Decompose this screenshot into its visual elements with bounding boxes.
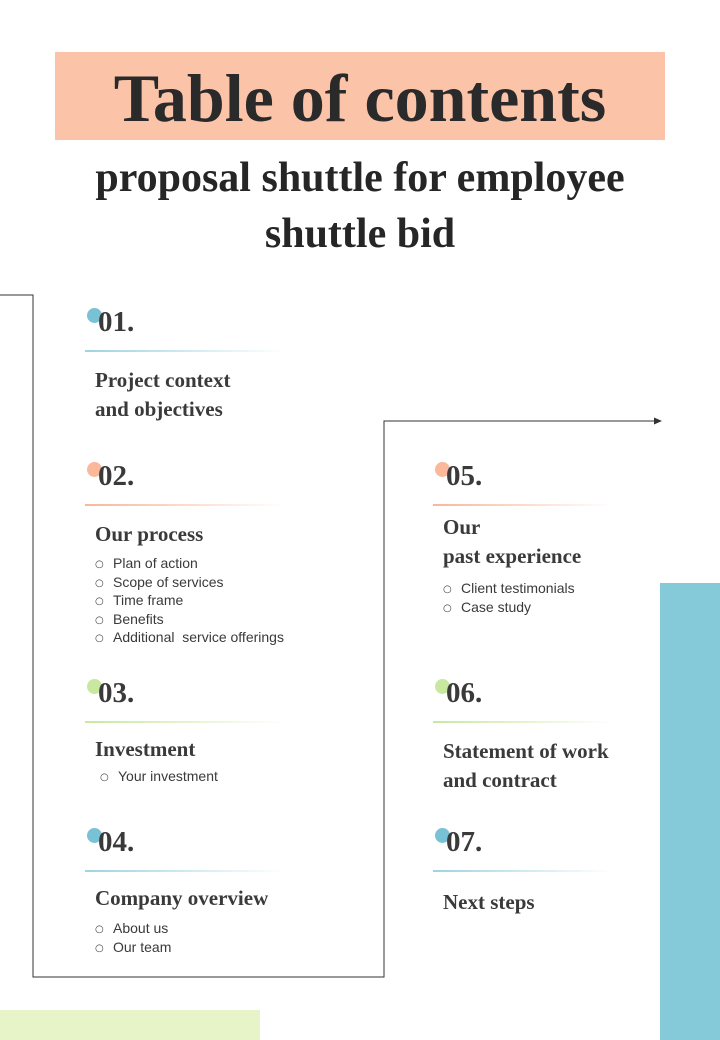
circle-bullet-icon: ○	[95, 924, 104, 935]
circle-bullet-icon: ○	[95, 942, 104, 954]
section-number: 03.	[98, 677, 135, 709]
section-number: 01.	[98, 306, 135, 338]
section-heading: Investment	[95, 737, 196, 761]
section-heading: Next steps	[443, 890, 535, 914]
page-subtitle: proposal shuttle for employee shuttle bid	[95, 155, 625, 257]
circle-bullet-icon: ○	[443, 602, 452, 614]
divider	[85, 504, 285, 506]
arrow-head-icon	[654, 418, 662, 425]
section-number: 02.	[98, 460, 135, 492]
list-item: ○ Plan of action	[95, 555, 284, 574]
divider	[433, 721, 613, 723]
section-heading: Project context and objectives	[95, 368, 231, 421]
section-heading: Statement of work and contract	[443, 739, 609, 792]
item-list	[95, 555, 284, 648]
list-item: ○ About us	[95, 920, 171, 939]
divider	[433, 870, 613, 872]
item-list	[443, 580, 575, 617]
green-accent-block	[0, 1010, 260, 1040]
section-number: 06.	[446, 677, 483, 709]
divider	[433, 504, 613, 506]
item-list	[100, 768, 218, 787]
circle-bullet-icon: ○	[95, 559, 104, 570]
list-item: ○ Our team	[95, 939, 171, 958]
page-title: Table of contents	[113, 60, 607, 136]
circle-bullet-icon: ○	[100, 772, 109, 783]
item-list	[95, 920, 171, 957]
section-number: 07.	[446, 826, 483, 858]
list-item: ○ Client testimonials	[443, 580, 575, 599]
circle-bullet-icon: ○	[95, 633, 104, 645]
divider	[85, 721, 285, 723]
section-number: 04.	[98, 826, 135, 858]
divider	[85, 870, 285, 872]
list-item: ○ Case study	[443, 599, 575, 618]
list-item: ○ Benefits	[95, 611, 284, 630]
list-item: ○ Time frame	[95, 592, 284, 611]
circle-bullet-icon: ○	[95, 614, 104, 626]
list-item: ○ Scope of services	[95, 574, 284, 593]
section-heading: Our process	[95, 522, 204, 546]
circle-bullet-icon: ○	[95, 596, 104, 608]
section-number: 05.	[446, 460, 483, 492]
section-heading: Company overview	[95, 886, 269, 910]
circle-bullet-icon: ○	[95, 577, 104, 589]
list-item: ○ Your investment	[100, 768, 218, 787]
list-item: ○ Additional service offerings	[95, 629, 284, 648]
circle-bullet-icon: ○	[443, 584, 452, 595]
section-heading: Our past experience	[443, 515, 582, 568]
divider	[85, 350, 285, 352]
